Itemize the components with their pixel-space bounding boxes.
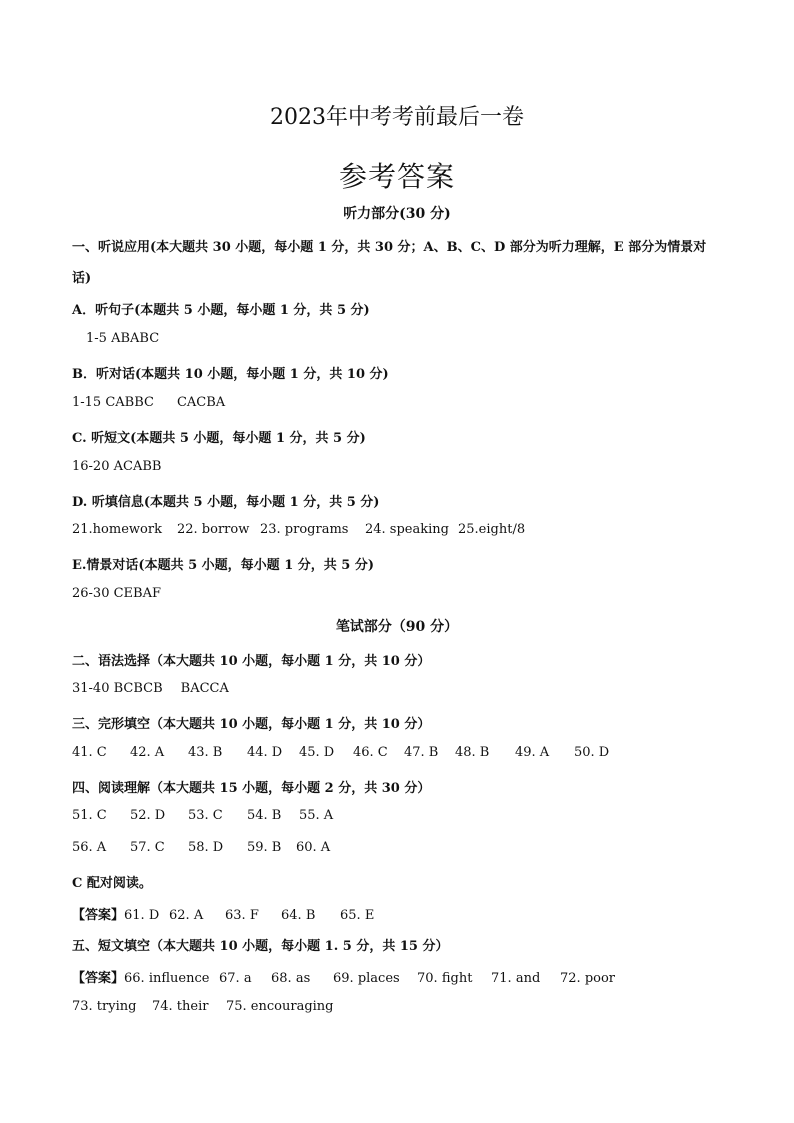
part2-heading: 二、语法选择（本大题共 10 小题，每小题 1 分，共 10 分） — [72, 654, 431, 669]
partC-answers — [72, 904, 374, 923]
answer-item: 42. A — [130, 745, 165, 760]
answer-item: 51. C — [72, 808, 107, 823]
answer-item: 45. D — [299, 745, 335, 760]
part4-heading: 四、阅读理解（本大题共 15 小题，每小题 2 分，共 30 分） — [72, 781, 431, 796]
part5-answers-row1 — [72, 967, 615, 986]
sectionA-answer: 1-5 ABABC — [86, 331, 160, 346]
part3-heading: 三、完形填空（本大题共 10 小题，每小题 1 分，共 10 分） — [72, 717, 431, 732]
sectionB-answer — [72, 395, 225, 410]
answer-item: 23. programs — [260, 522, 349, 537]
answer-item: 68. as — [271, 971, 311, 986]
part4-answers-row1 — [72, 808, 333, 823]
answer-item: 50. D — [574, 745, 610, 760]
sectionD-answers — [72, 522, 525, 537]
sectionC-heading: C. 听短文(本题共 5 小题，每小题 1 分，共 5 分) — [72, 431, 366, 446]
answer-item: 47. B — [404, 745, 439, 760]
sectionA-heading: A．听句子(本题共 5 小题，每小题 1 分，共 5 分) — [72, 303, 370, 318]
answer-item: 48. B — [455, 745, 490, 760]
answer-item: 56. A — [72, 840, 107, 855]
answer-item: 63. F — [225, 908, 259, 923]
answer-item: 67. a — [219, 971, 252, 986]
answer-item: 73. trying — [72, 999, 137, 1014]
answer-item: 74. their — [152, 999, 209, 1014]
answer-key-title: 参考答案 — [338, 160, 455, 193]
answer-item: 24. speaking — [365, 522, 449, 537]
part4-answers-row2 — [72, 840, 330, 855]
answer-item: 75. encouraging — [226, 999, 334, 1014]
answer-item: 52. D — [130, 808, 166, 823]
part5-answers-row2 — [72, 999, 334, 1014]
answer-item: 62. A — [169, 908, 204, 923]
part1-heading-line1: 一、听说应用(本大题共 30 小题，每小题 1 分，共 30 分；A、B、C、D 部分为听力理解，E 部分为情景对 — [72, 240, 707, 255]
answer-item: 69. places — [333, 971, 400, 986]
part5-heading: 五、短文填空（本大题共 10 小题，每小题 1. 5 分，共 15 分） — [72, 939, 449, 954]
sectionE-heading: E.情景对话(本题共 5 小题，每小题 1 分，共 5 分) — [72, 558, 375, 573]
answer-item: 59. B — [247, 840, 282, 855]
answer-item: 54. B — [247, 808, 282, 823]
answer-item: 65. E — [340, 908, 375, 923]
answer-item: 43. B — [188, 745, 223, 760]
answer-item: 25.eight/8 — [458, 522, 526, 537]
answer-label: 【答案】 — [72, 908, 125, 923]
answer-item: 55. A — [299, 808, 334, 823]
answer-item: 71. and — [491, 971, 541, 986]
sectionC-answer: 16-20 ACABB — [72, 459, 162, 474]
answer-item: 22. borrow — [177, 522, 250, 537]
part2-answer-a: 31-40 BCBCB — [72, 681, 163, 696]
answer-item: 72. poor — [560, 971, 616, 986]
sectionB-answer-b: CACBA — [176, 395, 226, 410]
answer-label: 【答案】 — [72, 971, 125, 986]
answer-item: 41. C — [72, 745, 107, 760]
part2-answer — [72, 681, 229, 696]
answer-item: 57. C — [130, 840, 165, 855]
answer-item: 58. D — [188, 840, 224, 855]
answer-item: 49. A — [515, 745, 550, 760]
part1-heading-line2: 话) — [72, 271, 92, 286]
sectionB-heading: B．听对话(本题共 10 小题，每小题 1 分，共 10 分) — [72, 367, 389, 382]
answer-item: 61. D — [124, 908, 160, 923]
sectionB-answer-a: 1-15 CABBC — [72, 395, 154, 410]
listening-section-header: 听力部分(30 分) — [343, 206, 451, 222]
written-section-header: 笔试部分（90 分） — [335, 619, 459, 635]
answer-item: 21.homework — [72, 522, 162, 537]
part3-answers — [72, 745, 609, 760]
answer-item: 46. C — [353, 745, 388, 760]
answer-item: 70. fight — [417, 971, 473, 986]
sectionD-heading: D. 听填信息(本题共 5 小题，每小题 1 分，共 5 分) — [72, 495, 380, 510]
partC-heading: C 配对阅读。 — [72, 876, 152, 891]
answer-item: 60. A — [296, 840, 331, 855]
exam-title: 2023年中考考前最后一卷 — [270, 105, 524, 130]
answer-item: 44. D — [247, 745, 283, 760]
part2-answer-b: BACCA — [180, 681, 229, 696]
answer-item: 66. influence — [124, 971, 210, 986]
sectionE-answer: 26-30 CEBAF — [72, 586, 162, 601]
answer-item: 64. B — [281, 908, 316, 923]
answer-item: 53. C — [188, 808, 223, 823]
